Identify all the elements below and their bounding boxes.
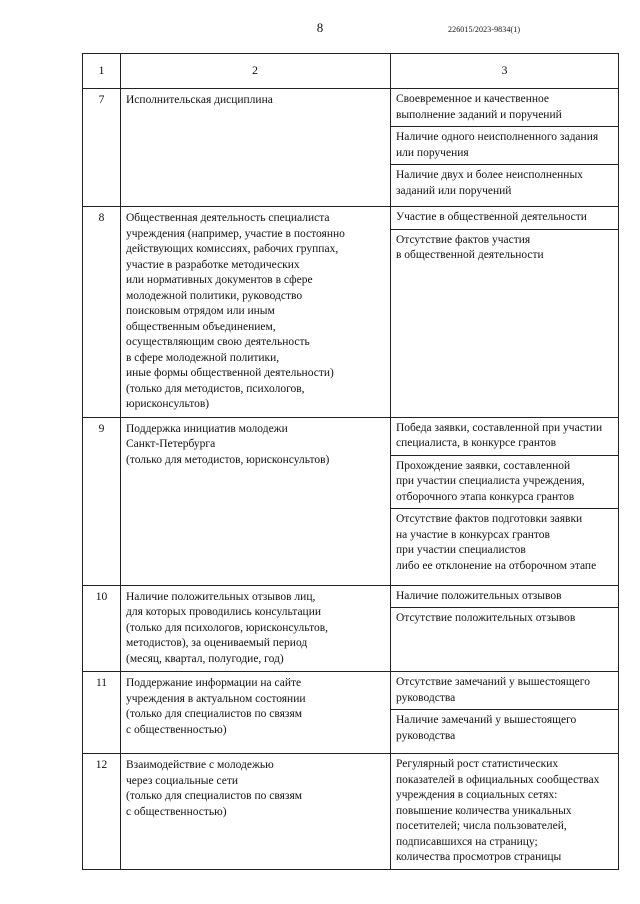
criterion-text-line: с общественностью) — [126, 723, 227, 736]
indicator-item — [391, 164, 618, 202]
indicator-text-line: заданий или поручений — [396, 184, 512, 197]
criterion-text-line: иные формы общественной деятельности) — [126, 367, 334, 379]
indicator-item — [391, 607, 618, 630]
indicator-item — [391, 229, 618, 267]
indicator-item — [391, 709, 618, 747]
criterion-text-line: учреждения (например, участие в постоянно — [126, 227, 345, 240]
indicator-text-line: Своевременное и качественное — [396, 93, 550, 105]
row-number: 9 — [83, 417, 121, 585]
indicator-text-line: либо ее отклонение на отборочном этапе — [396, 559, 597, 572]
indicators-cell — [391, 754, 619, 870]
table-row — [83, 672, 619, 754]
table-row — [83, 585, 619, 672]
criterion-text-line: с общественностью) — [126, 805, 227, 818]
indicator-text-line: специалиста, в конкурсе грантов — [396, 437, 557, 449]
indicators-cell — [391, 417, 619, 585]
criterion-text-line: Поддержание информации на сайте — [126, 677, 302, 689]
row-number: 7 — [83, 89, 121, 207]
criterion-text-line: или нормативных документов в сфере — [126, 274, 313, 286]
criterion-cell — [121, 672, 391, 754]
page-number: 8 — [316, 20, 324, 35]
criterion-text-line: методистов), за оцениваемый период — [126, 637, 308, 649]
indicators-cell — [391, 207, 619, 418]
indicator-text-line: количества просмотров страницы — [396, 851, 562, 863]
criteria-table — [82, 53, 619, 870]
criterion-text-line: Наличие положительных отзывов лиц, — [126, 590, 316, 603]
criterion-text-line: (только для специалистов по связям — [126, 790, 303, 802]
table-row — [83, 754, 619, 870]
indicators-cell — [391, 89, 619, 207]
indicator-text-line: показателей в официальных сообществах — [396, 773, 600, 786]
criterion-text-line: для которых проводились консультации — [126, 606, 322, 618]
criterion-text-line: учреждения в актуальном состоянии — [126, 692, 306, 705]
criterion-text-line: Общественная деятельность специалиста — [126, 212, 330, 224]
indicator-item — [391, 672, 618, 709]
column-header-1: 1 — [83, 54, 121, 89]
table-header-row — [83, 54, 619, 89]
indicator-text-line: руководства — [396, 729, 456, 742]
indicator-item — [391, 207, 618, 229]
criterion-text-line: (только для специалистов по связям — [126, 708, 303, 720]
column-header-2: 2 — [121, 54, 391, 89]
indicator-item — [391, 418, 618, 455]
row-number: 8 — [83, 207, 121, 418]
indicator-text-line: Наличие одного неисполненного задания — [396, 131, 599, 143]
indicator-text-line: Участие в общественной деятельности — [396, 211, 587, 223]
indicator-text-line: Наличие двух и более неисполненных — [396, 169, 583, 181]
indicator-text-line: Отсутствие фактов участия — [396, 233, 531, 246]
criterion-text-line: (только для методистов, психологов, — [126, 382, 305, 395]
indicator-item — [391, 455, 618, 509]
criterion-text-line: юрисконсультов) — [126, 398, 210, 410]
criterion-text-line: общественным объединением, — [126, 320, 276, 333]
criterion-text-line: в сфере молодежной политики, — [126, 351, 280, 364]
indicator-item — [391, 89, 618, 126]
indicator-text-line: Наличие замечаний у вышестоящего — [396, 714, 577, 726]
indicator-text-line: посетителей; числа пользователей, — [396, 820, 567, 832]
criterion-text-line: действующих комиссиях, рабочих группах, — [126, 243, 339, 255]
indicator-item — [391, 508, 618, 577]
indicators-cell — [391, 585, 619, 672]
indicator-item — [391, 126, 618, 164]
indicator-text-line: подписавшихся на страницу; — [396, 835, 538, 848]
indicator-item — [391, 754, 618, 869]
indicator-text-line: Регулярный рост статистических — [396, 758, 559, 770]
indicator-text-line: в общественной деятельности — [396, 249, 544, 261]
criterion-cell — [121, 207, 391, 418]
criterion-text-line: Исполнительская дисциплина — [126, 94, 273, 106]
table-row — [83, 89, 619, 207]
criterion-cell — [121, 754, 391, 870]
indicator-text-line: Победа заявки, составленной при участии — [396, 421, 603, 434]
indicator-text-line: учреждения в социальных сетях: — [396, 789, 558, 801]
indicator-text-line: Отсутствие положительных отзывов — [396, 612, 576, 624]
indicator-text-line: выполнение заданий и поручений — [396, 108, 562, 121]
criterion-text-line: осуществляющим свою деятельность — [126, 336, 310, 348]
indicator-text-line: Отсутствие замечаний у вышестоящего — [396, 676, 590, 688]
indicator-text-line: при участии специалистов — [396, 544, 526, 556]
criterion-text-line: участие в разработке методических — [126, 258, 300, 271]
criterion-text-line: Санкт-Петербурга — [126, 438, 216, 450]
indicator-item — [391, 586, 618, 608]
indicator-text-line: Наличие положительных отзывов — [396, 589, 562, 602]
criterion-text-line: (месяц, квартал, полугодие, год) — [126, 652, 284, 665]
criterion-text-line: Взаимодействие с молодежью — [126, 759, 274, 771]
indicator-text-line: или поручения — [396, 146, 469, 159]
indicator-text-line: руководства — [396, 691, 456, 704]
criterion-text-line: (только для психологов, юрисконсультов, — [126, 621, 329, 634]
indicator-text-line: на участие в конкурсах грантов — [396, 528, 550, 541]
table-body — [83, 89, 619, 870]
indicator-text-line: при участии специалиста учреждения, — [396, 475, 585, 487]
indicator-text-line: повышение количества уникальных — [396, 804, 572, 817]
row-number: 11 — [83, 672, 121, 754]
indicator-text-line: отборочного этапа конкурса грантов — [396, 490, 575, 503]
row-number: 12 — [83, 754, 121, 870]
criterion-cell — [121, 417, 391, 585]
indicator-text-line: Прохождение заявки, составленной — [396, 459, 571, 472]
criterion-text-line: поисковым отрядом или иным — [126, 305, 275, 317]
criterion-text-line: Поддержка инициатив молодежи — [126, 422, 288, 435]
indicators-cell — [391, 672, 619, 754]
criterion-cell — [121, 89, 391, 207]
table-row — [83, 207, 619, 418]
criterion-cell — [121, 585, 391, 672]
document-id: 226015/2023-9834(1) — [448, 25, 521, 34]
criterion-text-line: (только для методистов, юрисконсультов) — [126, 453, 330, 466]
row-number: 10 — [83, 585, 121, 672]
criterion-text-line: через социальные сети — [126, 774, 239, 787]
criterion-text-line: молодежной политики, руководство — [126, 289, 303, 302]
column-header-3: 3 — [391, 54, 619, 89]
table-row — [83, 417, 619, 585]
indicator-text-line: Отсутствие фактов подготовки заявки — [396, 513, 583, 525]
